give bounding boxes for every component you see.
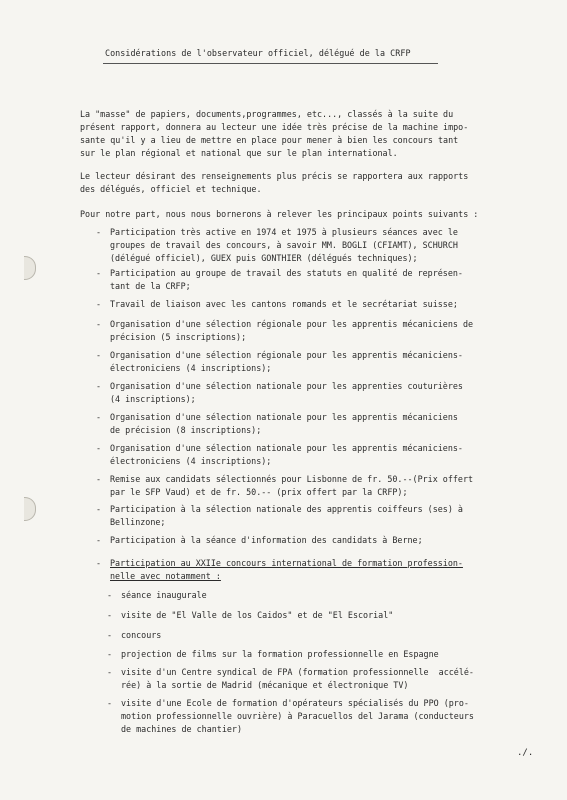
bullet-dash: - — [96, 319, 102, 329]
bullet-dash: - — [96, 227, 102, 237]
intro-line: La "masse" de papiers, documents,programmes, etc..., classés à la suite du — [80, 109, 454, 119]
bullet-dash: - — [96, 412, 102, 422]
item-line: motion professionnelle ouvrière) à Paracuellos del Jarama (conducteurs — [121, 711, 474, 721]
bullet-dash: - — [96, 268, 102, 278]
item-line: Bellinzone; — [110, 517, 166, 527]
punch-hole-bottom — [24, 497, 36, 521]
intro-line: des délégués, officiel et technique. — [80, 184, 262, 194]
item-line: (4 inscriptions); — [110, 394, 196, 404]
item-line: visite d'une Ecole de formation d'opérateurs spécialisés du PPO (pro- — [121, 698, 469, 708]
item-line: (délégué officiel), GUEX puis GONTHIER (délégués techniques); — [110, 253, 418, 263]
bullet-dash: - — [107, 610, 113, 620]
intro-line: présent rapport, donnera au lecteur une idée très précise de la machine impo- — [80, 122, 469, 132]
bullet-dash: - — [96, 381, 102, 391]
bullet-dash: - — [96, 299, 102, 309]
item-line: séance inaugurale — [121, 590, 207, 600]
item-line: Participation à la sélection nationale des apprentis coiffeurs (ses) à — [110, 504, 463, 514]
item-line: groupes de travail des concours, à savoir MM. BOGLI (CFIAMT), SCHURCH — [110, 240, 458, 250]
bullet-dash: - — [96, 504, 102, 514]
item-line: Travail de liaison avec les cantons romands et le secrétariat suisse; — [110, 299, 458, 309]
item-line: Organisation d'une sélection régionale pour les apprentis mécaniciens de — [110, 319, 474, 329]
bullet-dash: - — [96, 443, 102, 453]
title-underline — [103, 63, 438, 64]
item-line: Participation au XXIIe concours international de formation profession- — [110, 558, 463, 568]
item-line: visite d'un Centre syndical de FPA (formation professionnelle accélé- — [121, 667, 474, 677]
item-line: Participation très active en 1974 et 1975 à plusieurs séances avec le — [110, 227, 458, 237]
intro-line: sante qu'il y a lieu de mettre en place pour mener à bien les concours tant — [80, 135, 459, 145]
bullet-dash: - — [96, 558, 102, 568]
item-line: électroniciens (4 inscriptions); — [110, 456, 272, 466]
item-line: tant de la CRFP; — [110, 281, 191, 291]
intro-line: sur le plan régional et national que sur le plan international. — [80, 148, 398, 158]
item-line: de machines de chantier) — [121, 724, 243, 734]
page-title: Considérations de l'observateur officiel, délégué de la CRFP — [105, 48, 411, 58]
item-line: Organisation d'une sélection régionale pour les apprentis mécaniciens- — [110, 350, 463, 360]
item-line: par le SFP Vaud) et de fr. 50.-- (prix offert par la CRFP); — [110, 487, 408, 497]
item-line: de précision (8 inscriptions); — [110, 425, 262, 435]
item-line: Organisation d'une sélection nationale pour les apprentis mécaniciens — [110, 412, 458, 422]
bullet-dash: - — [107, 649, 113, 659]
bullet-dash: - — [96, 535, 102, 545]
bullet-dash: - — [107, 590, 113, 600]
punch-hole-top — [24, 256, 36, 280]
item-line: Organisation d'une sélection nationale pour les apprentis mécaniciens- — [110, 443, 463, 453]
item-line: nelle avec notamment : — [110, 571, 221, 581]
item-line: visite de "El Valle de los Caidos" et de "El Escorial" — [121, 610, 394, 620]
intro-line: Le lecteur désirant des renseignements plus précis se rapportera aux rapports — [80, 171, 469, 181]
item-line: rée) à la sortie de Madrid (mécanique et électronique TV) — [121, 680, 409, 690]
continued-mark: ./. — [517, 748, 534, 758]
item-line: Organisation d'une sélection nationale pour les apprenties couturières — [110, 381, 463, 391]
item-line: Remise aux candidats sélectionnés pour Lisbonne de fr. 50.--(Prix offert — [110, 474, 474, 484]
bullet-dash: - — [107, 698, 113, 708]
bullet-dash: - — [107, 630, 113, 640]
bullet-dash: - — [107, 667, 113, 677]
item-line: Participation au groupe de travail des statuts en qualité de représen- — [110, 268, 463, 278]
intro-lead: Pour notre part, nous nous bornerons à relever les principaux points suivants : — [80, 209, 479, 219]
item-line: électroniciens (4 inscriptions); — [110, 363, 272, 373]
item-line: précision (5 inscriptions); — [110, 332, 247, 342]
item-line: projection de films sur la formation professionnelle en Espagne — [121, 649, 439, 659]
item-line: Participation à la séance d'information des candidats à Berne; — [110, 535, 423, 545]
bullet-dash: - — [96, 350, 102, 360]
bullet-dash: - — [96, 474, 102, 484]
item-line: concours — [121, 630, 162, 640]
